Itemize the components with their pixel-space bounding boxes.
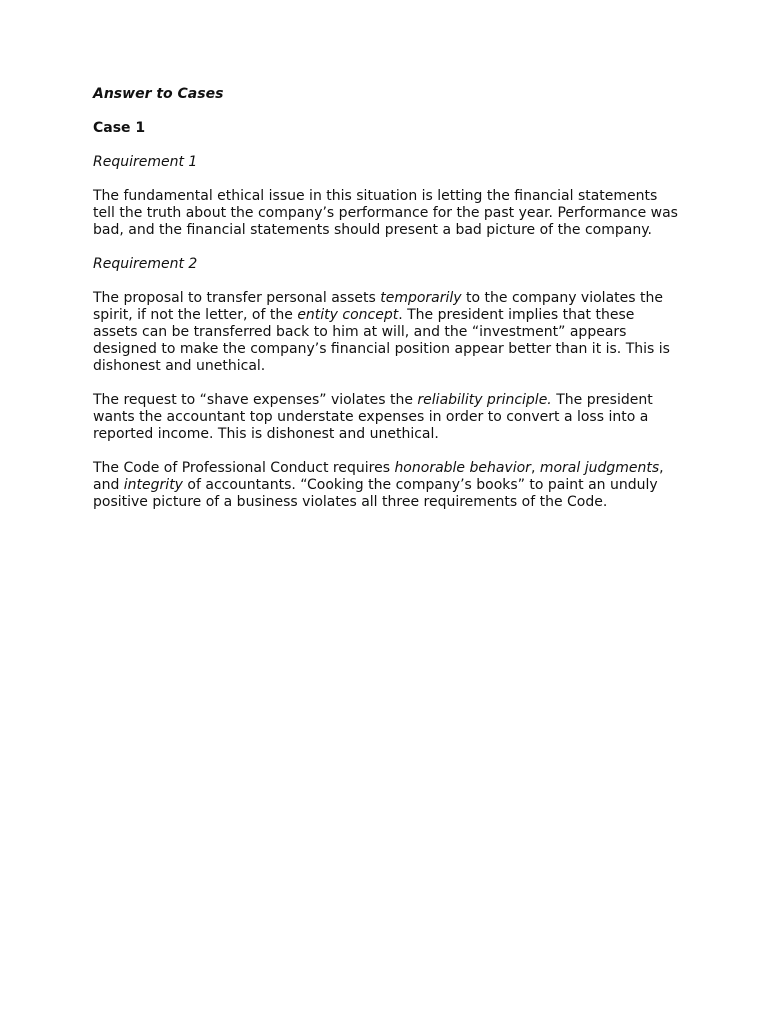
text-run: The proposal to transfer personal assets (93, 290, 381, 306)
emphasis-moral-judgments: moral judgments (539, 460, 660, 476)
emphasis-temporarily: temporarily (380, 290, 462, 306)
text-run: The Code of Professional Conduct requires (93, 460, 395, 476)
case-heading: Case 1 (93, 120, 146, 136)
text-run: The request to “shave expenses” violates the (93, 392, 418, 408)
emphasis-honorable-behavior: honorable behavior (394, 460, 531, 476)
text-run: to the company violates the spirit, if not the letter, of the (93, 290, 663, 323)
requirement-2-paragraph-2 (93, 392, 683, 443)
text-run: . The president implies that these assets can be transferred back to him at will, and the “investment” appears designed to make the company’s financial position appear better than it is. This is dishonest and unethical. (93, 307, 670, 374)
text-run: of accountants. “Cooking the company’s books” to paint an unduly positive picture of a business violates all three requirements of the Code. (93, 477, 658, 510)
emphasis-integrity: integrity (123, 477, 183, 493)
text-run: The president wants the accountant top understate expenses in order to convert a loss into a reported income. This is dishonest and unethical. (93, 392, 653, 442)
text-run: , and (93, 460, 664, 493)
requirement-1-heading: Requirement 1 (93, 154, 198, 170)
emphasis-reliability-principle: reliability principle. (417, 392, 552, 408)
emphasis-entity-concept: entity concept (297, 307, 399, 323)
text-run: , (530, 460, 540, 476)
document-title: Answer to Cases (93, 86, 224, 102)
requirement-2-heading: Requirement 2 (93, 256, 198, 272)
requirement-2-paragraph-1 (93, 290, 683, 375)
requirement-1-paragraph: The fundamental ethical issue in this situation is letting the financial statements tell the truth about the company’s performance for the past year. Performance was bad, and the financial statements should present a bad picture of the company. (93, 188, 678, 238)
requirement-2-paragraph-3 (93, 460, 683, 511)
document-page (93, 86, 683, 528)
